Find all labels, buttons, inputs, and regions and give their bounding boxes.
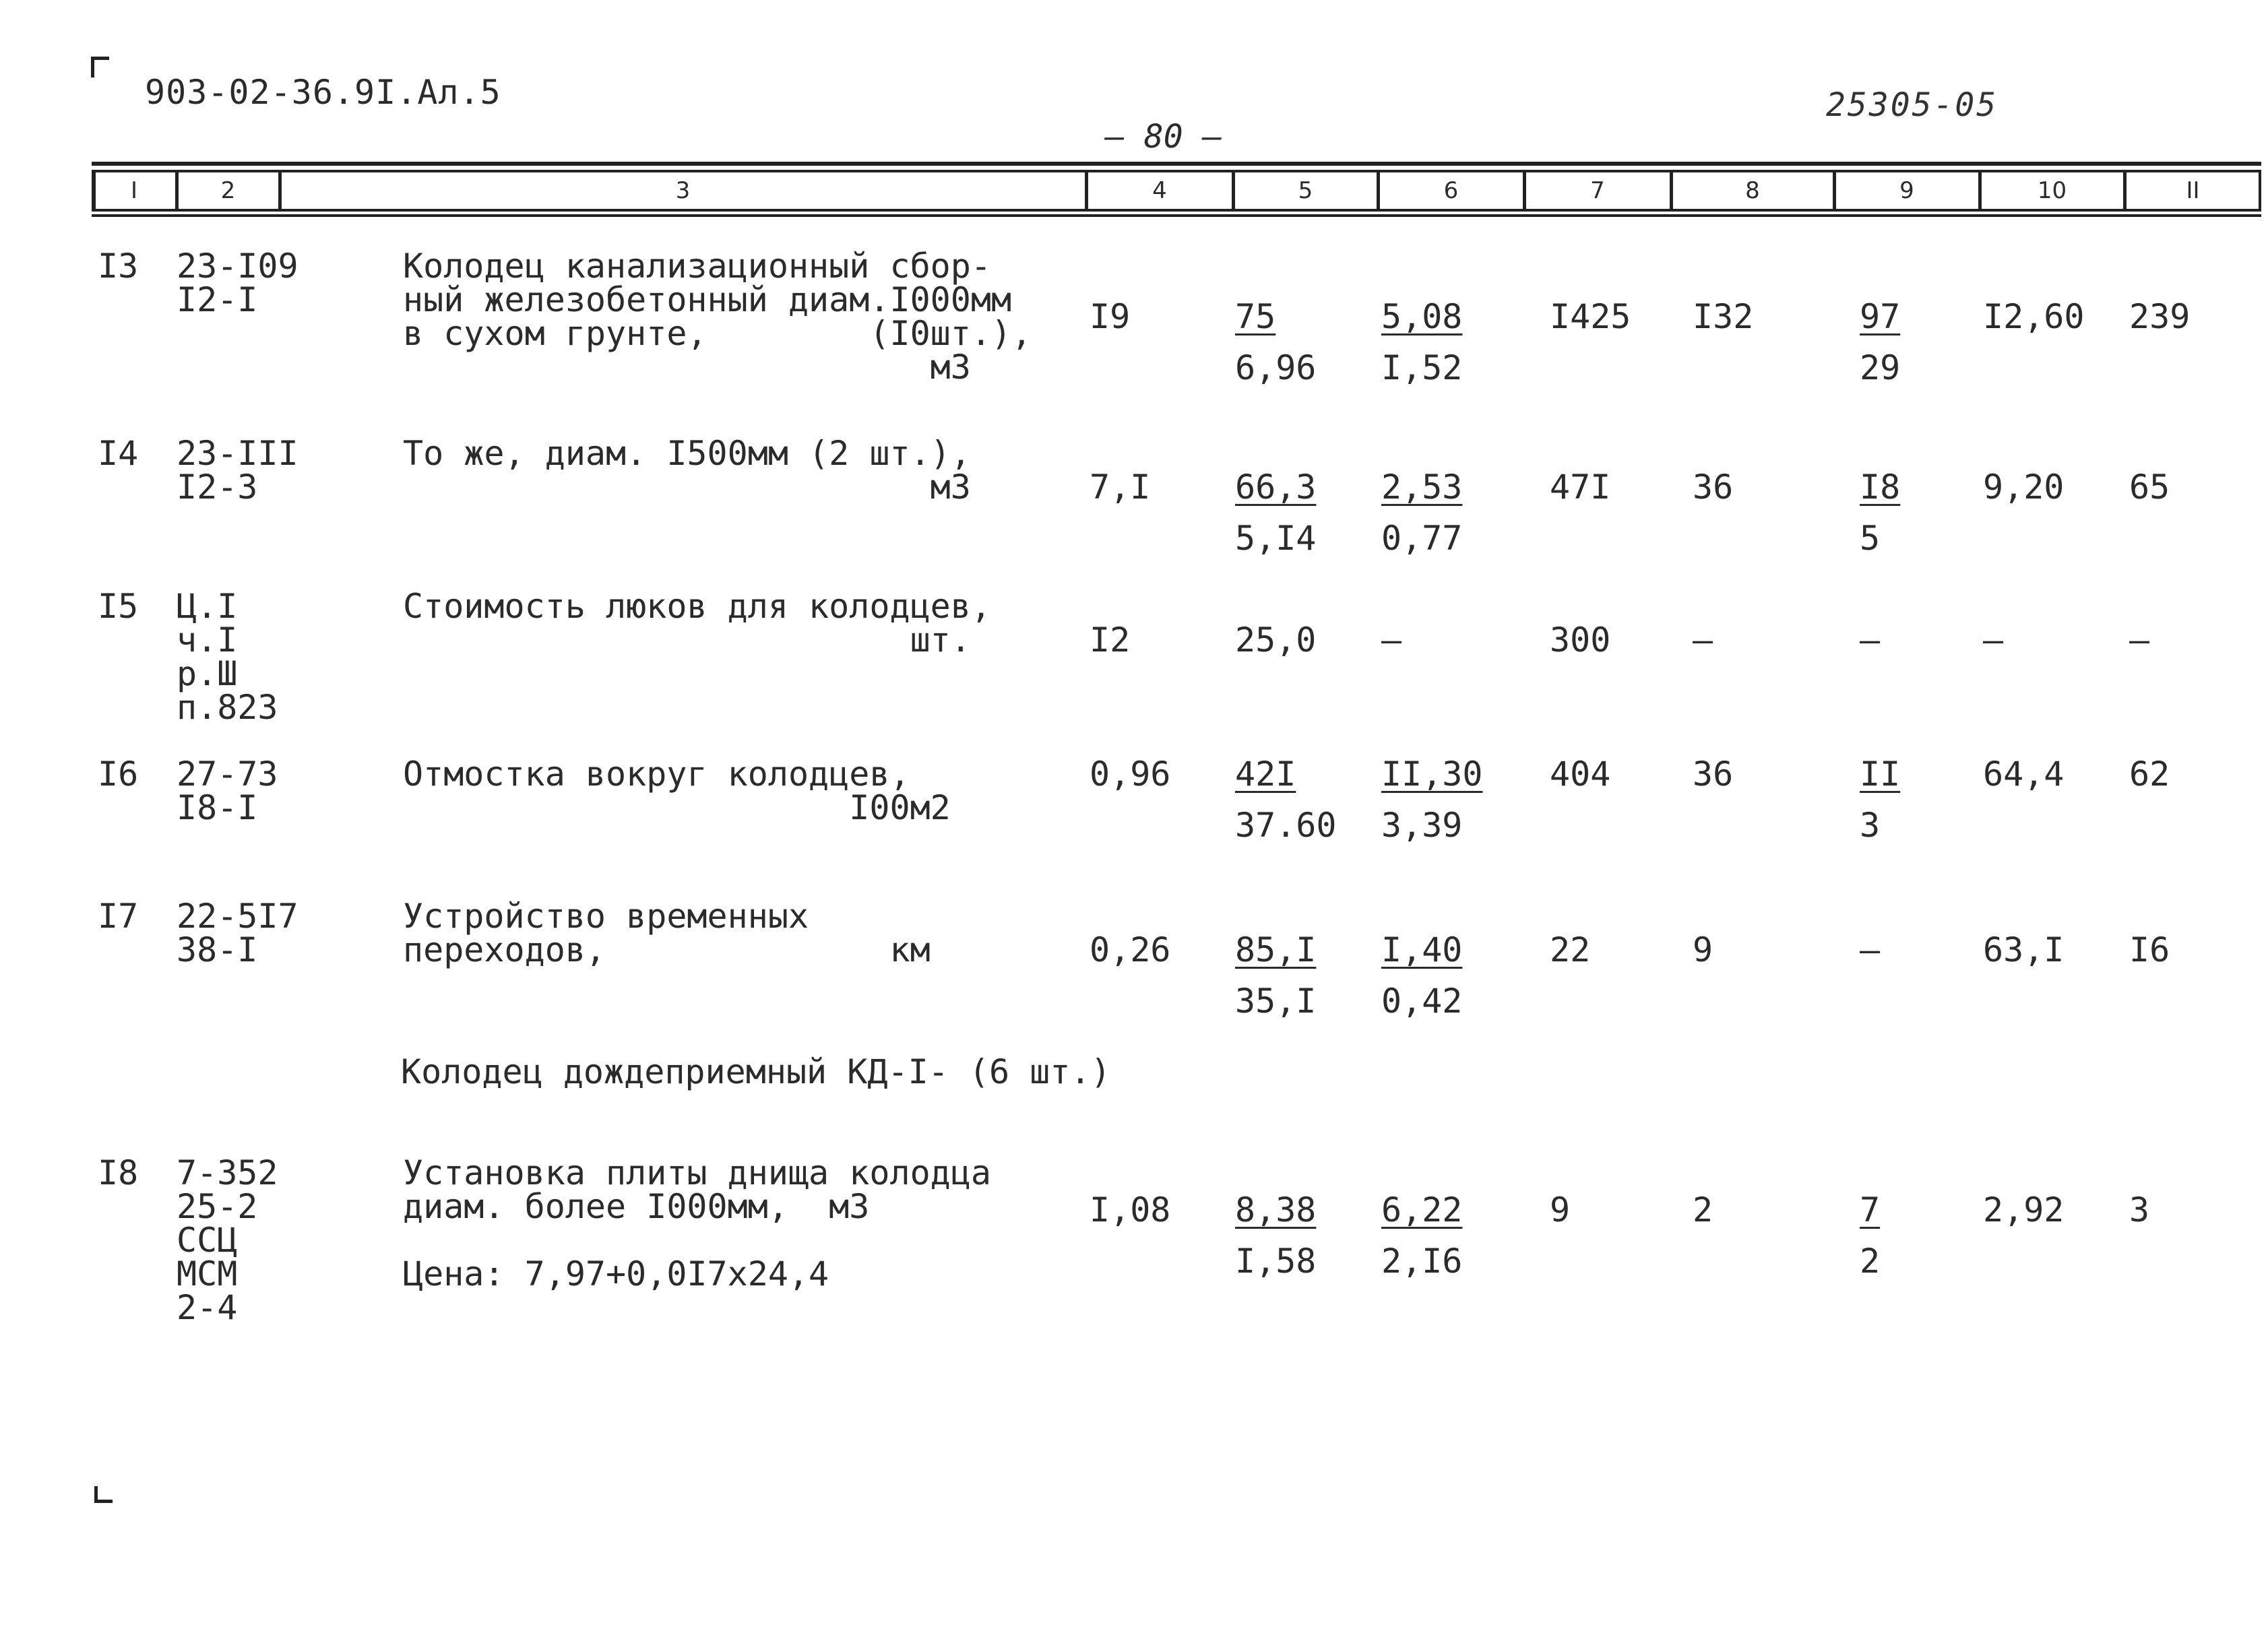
unit-cost-wages: 6,96 [1235, 348, 1317, 387]
total-machine-wages: 2 [1860, 1242, 1881, 1281]
total-cost: I425 [1550, 297, 1631, 336]
work-description: То же, диам. I500мм (2 шт.), м3 [403, 434, 971, 507]
unit-cost-machine-wages: 2,I6 [1381, 1242, 1463, 1281]
header-divider [1085, 170, 1088, 212]
total-machines: 7 [1860, 1190, 1881, 1229]
header-divider [1670, 170, 1673, 212]
labor-total: 239 [2129, 297, 2191, 336]
labor-total: 3 [2129, 1190, 2150, 1229]
labor-total: – [2129, 620, 2150, 660]
column-header-10: 10 [2037, 177, 2067, 204]
row-number: I6 [98, 755, 139, 794]
work-description: Отмостка вокруг колодцев, I00м2 [403, 755, 951, 827]
column-header-3: 3 [675, 177, 691, 204]
work-description: Установка плиты днища колодца диам. более I000мм, м3 Цена: 7,97+0,0I7х24,4 [403, 1153, 991, 1293]
work-description: Устройство временных переходов, км [403, 897, 931, 969]
unit-cost-machines: 5,08 [1381, 297, 1463, 336]
total-machines: II [1860, 755, 1901, 794]
labor-unit: 63,I [1983, 930, 2065, 969]
column-header-6: 6 [1443, 177, 1459, 204]
quantity: I2 [1090, 620, 1131, 660]
row-number: I3 [98, 247, 139, 286]
total-machines: – [1860, 930, 1881, 969]
norm-code: 23-III I2-3 [177, 434, 298, 507]
total-wages: 2 [1693, 1190, 1713, 1229]
total-machines: I8 [1860, 468, 1901, 507]
unit-cost-wages: 5,I4 [1235, 519, 1317, 558]
unit-cost-wages: 37.60 [1235, 806, 1337, 845]
total-wages: 9 [1693, 930, 1713, 969]
norm-code: 22-5I7 38-I [177, 897, 298, 969]
quantity: I,08 [1090, 1190, 1171, 1229]
sheet-number: 25305-05 [1826, 86, 1998, 124]
header-divider [1833, 170, 1836, 212]
column-header-7: 7 [1590, 177, 1605, 204]
header-divider [1377, 170, 1380, 212]
work-description: Колодец канализационный сбор- ный железобетонный диам.I000мм в сухом грунте, (I0шт.), м3 [403, 247, 1032, 387]
unit-cost-total: 75 [1235, 297, 1276, 336]
header-divider [278, 170, 282, 212]
total-machines: – [1860, 620, 1881, 660]
table-top-rule [92, 162, 2261, 166]
column-header-11: II [2186, 177, 2200, 204]
unit-cost-total: 42I [1235, 755, 1296, 794]
labor-total: 62 [2129, 755, 2170, 794]
corner-mark-bottom-left [94, 1486, 113, 1503]
header-divider [175, 170, 179, 212]
unit-cost-machine-wages: 0,77 [1381, 519, 1463, 558]
row-number: I4 [98, 434, 139, 473]
total-wages: – [1693, 620, 1713, 660]
total-wages: 36 [1693, 755, 1734, 794]
document-code: 903-02-36.9I.Ал.5 [145, 73, 501, 112]
unit-cost-machine-wages: 0,42 [1381, 982, 1463, 1021]
row-number: I7 [98, 897, 139, 936]
norm-code: 7-352 25-2 ССЦ МСМ 2-4 [177, 1153, 278, 1327]
column-header-9: 9 [1899, 177, 1914, 204]
column-header-4: 4 [1152, 177, 1167, 204]
column-header-5: 5 [1298, 177, 1313, 204]
total-machine-wages: 3 [1860, 806, 1881, 845]
labor-unit: – [1983, 620, 2004, 660]
total-wages: I32 [1693, 297, 1754, 336]
page-number: — 80 — [1105, 118, 1222, 156]
unit-cost-machines: 2,53 [1381, 468, 1463, 507]
header-divider [1523, 170, 1526, 212]
unit-cost-machine-wages: 3,39 [1381, 806, 1463, 845]
unit-cost-machines: I,40 [1381, 930, 1463, 969]
header-bottom-rule [92, 214, 2261, 217]
labor-unit: 2,92 [1983, 1190, 2065, 1229]
labor-unit: 64,4 [1983, 755, 2065, 794]
header-divider [2123, 170, 2127, 212]
unit-cost-machine-wages: I,52 [1381, 348, 1463, 387]
total-cost: 47I [1550, 468, 1611, 507]
column-header-1: I [130, 177, 138, 204]
quantity: 0,96 [1090, 755, 1171, 794]
labor-unit: I2,60 [1983, 297, 2085, 336]
quantity: I9 [1090, 297, 1131, 336]
header-divider [1978, 170, 1982, 212]
section-title: Колодец дождеприемный КД-I- (6 шт.) [401, 1052, 1111, 1091]
column-header-8: 8 [1745, 177, 1760, 204]
corner-mark-top-left [91, 57, 109, 77]
total-wages: 36 [1693, 468, 1734, 507]
labor-total: 65 [2129, 468, 2170, 507]
total-cost: 300 [1550, 620, 1611, 660]
unit-cost-wages: I,58 [1235, 1242, 1317, 1281]
quantity: 0,26 [1090, 930, 1171, 969]
header-divider [1232, 170, 1235, 212]
total-machine-wages: 5 [1860, 519, 1881, 558]
quantity: 7,I [1090, 468, 1151, 507]
total-cost: 22 [1550, 930, 1591, 969]
column-header-2: 2 [220, 177, 236, 204]
unit-cost-machines: II,30 [1381, 755, 1483, 794]
total-cost: 404 [1550, 755, 1611, 794]
total-machine-wages: 29 [1860, 348, 1901, 387]
row-number: I5 [98, 587, 139, 626]
labor-total: I6 [2129, 930, 2170, 969]
total-machines: 97 [1860, 297, 1901, 336]
norm-code: 27-73 I8-I [177, 755, 278, 827]
unit-cost-wages: 35,I [1235, 982, 1317, 1021]
total-cost: 9 [1550, 1190, 1571, 1229]
row-number: I8 [98, 1153, 139, 1192]
labor-unit: 9,20 [1983, 468, 2065, 507]
unit-cost-machines: – [1381, 620, 1402, 660]
unit-cost-total: 8,38 [1235, 1190, 1317, 1229]
work-description: Стоимость люков для колодцев, шт. [403, 587, 991, 660]
unit-cost-machines: 6,22 [1381, 1190, 1463, 1229]
unit-cost-total: 25,0 [1235, 620, 1317, 660]
norm-code: Ц.I ч.I р.Ш п.823 [177, 587, 278, 727]
unit-cost-total: 66,3 [1235, 468, 1317, 507]
norm-code: 23-I09 I2-I [177, 247, 298, 319]
unit-cost-total: 85,I [1235, 930, 1317, 969]
